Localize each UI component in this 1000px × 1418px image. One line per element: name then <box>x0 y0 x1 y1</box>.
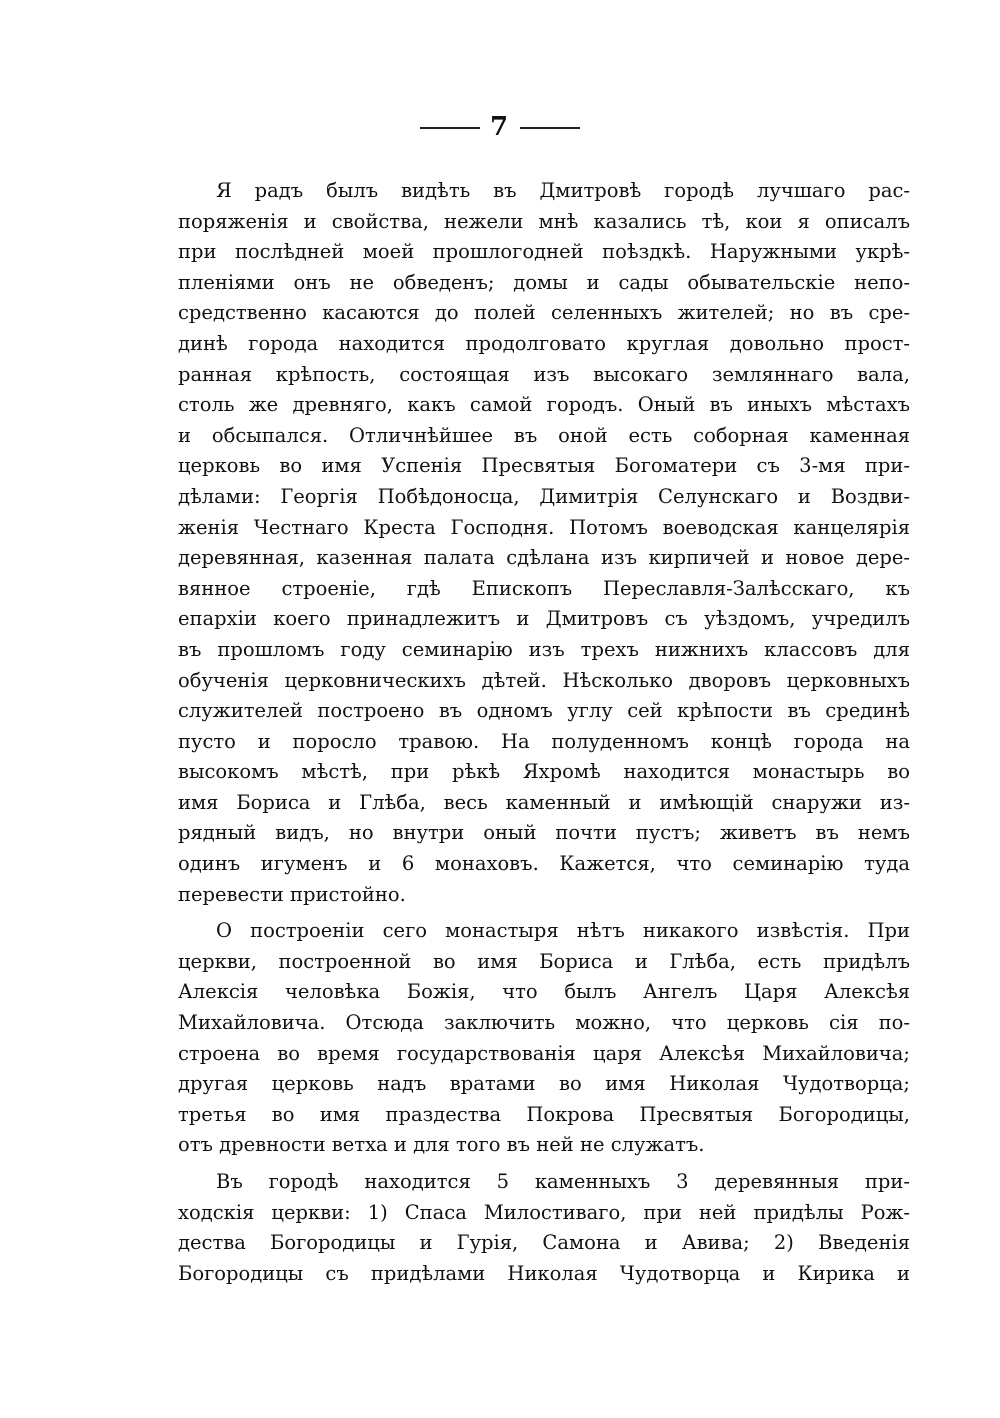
body-text <box>178 176 910 1295</box>
text-line: вянное строеніе, гдѣ Епископъ Переславля-Залѣсскаго, къ <box>178 576 910 600</box>
text-line: отъ древности ветха и для того въ ней не служатъ. <box>178 1133 705 1157</box>
paragraph-1 <box>178 176 910 910</box>
text-line: въ прошломъ году семинарію изъ трехъ нижнихъ классовъ для <box>178 637 910 661</box>
text-line: строена во время государствованія царя Алексѣя Михайловича; <box>178 1041 910 1065</box>
paragraph-2 <box>178 916 910 1161</box>
text-line: Богородицы съ придѣлами Николая Чудотворца и Кирика и <box>178 1261 910 1285</box>
page-number <box>0 112 1000 142</box>
text-line: высокомъ мѣстѣ, при рѣкѣ Яхромѣ находится монастырь во <box>178 760 910 784</box>
text-line: пусто и поросло травою. На полуденномъ концѣ города на <box>178 729 910 753</box>
text-line: пленіями онъ не обведенъ; домы и сады обывательскіе непо- <box>178 270 910 294</box>
text-line: ранная крѣпость, состоящая изъ высокаго земляннаго вала, <box>178 362 910 386</box>
text-line: деревянная, казенная палата сдѣлана изъ кирпичей и новое дере- <box>178 546 910 570</box>
text-line: третья во имя праздества Покрова Пресвятыя Богородицы, <box>178 1102 910 1126</box>
text-line: столь же древняго, какъ самой городъ. Оный въ иныхъ мѣстахъ <box>178 393 910 417</box>
right-dash <box>520 127 580 129</box>
text-line: имя Бориса и Глѣба, весь каменный и имѣющій снаружи из- <box>178 790 910 814</box>
text-line: дества Богородицы и Гурія, Самона и Авива; 2) Введенія <box>178 1231 910 1255</box>
text-line: епархіи коего принадлежитъ и Дмитровъ съ уѣздомъ, учредилъ <box>178 607 910 631</box>
text-line: Въ городѣ находится 5 каменныхъ 3 деревянныя при- <box>216 1170 910 1193</box>
paragraph-3 <box>178 1167 910 1289</box>
text-line: ходскія церкви: 1) Спаса Милостиваго, при ней придѣлы Рож- <box>178 1200 910 1224</box>
text-line: церкви, построенной во имя Бориса и Глѣба, есть придѣлъ <box>178 949 910 973</box>
text-line: поряженія и свойства, нежели мнѣ казались тѣ, кои я описалъ <box>178 209 910 233</box>
text-line: другая церковь надъ вратами во имя Николая Чудотворца; <box>178 1072 910 1096</box>
text-line: перевести пристойно. <box>178 882 406 906</box>
text-line: динѣ города находится продолговато круглая довольно прост- <box>178 331 910 355</box>
text-line: служителей построено въ одномъ углу сей крѣпости въ срединѣ <box>178 699 910 723</box>
text-line: церковь во имя Успенія Пресвятыя Богоматери съ 3-мя при- <box>178 454 910 478</box>
text-line: Я радъ былъ видѣть въ Дмитровѣ городѣ лучшаго рас- <box>216 179 910 202</box>
text-line: Михайловича. Отсюда заключить можно, что церковь сія по- <box>178 1011 910 1035</box>
text-line: женія Честнаго Креста Господня. Потомъ воеводская канцелярія <box>178 515 910 539</box>
text-line: О построеніи сего монастыря нѣтъ никакого извѣстія. При <box>216 919 910 943</box>
text-line: одинъ игуменъ и 6 монаховъ. Кажется, что семинарію туда <box>178 852 910 876</box>
text-line: и обсыпался. Отличнѣйшее въ оной есть соборная каменная <box>178 423 910 447</box>
text-line: обученія церковническихъ дѣтей. Нѣсколько дворовъ церковныхъ <box>178 668 910 692</box>
page-number-text: 7 <box>489 112 511 142</box>
text-line: дѣлами: Георгія Побѣдоносца, Димитрія Селунскаго и Воздви- <box>178 484 910 508</box>
text-line: Алексія человѣка Божія, что былъ Ангелъ Царя Алексѣя <box>178 980 910 1004</box>
left-dash <box>420 127 480 129</box>
text-line: рядный видъ, но внутри оный почти пустъ; живетъ въ немъ <box>178 821 910 845</box>
text-line: средственно касаются до полей селенныхъ жителей; но въ сре- <box>178 301 910 325</box>
text-line: при послѣдней моей прошлогодней поѣздкѣ. Наружными укрѣ- <box>178 240 910 264</box>
